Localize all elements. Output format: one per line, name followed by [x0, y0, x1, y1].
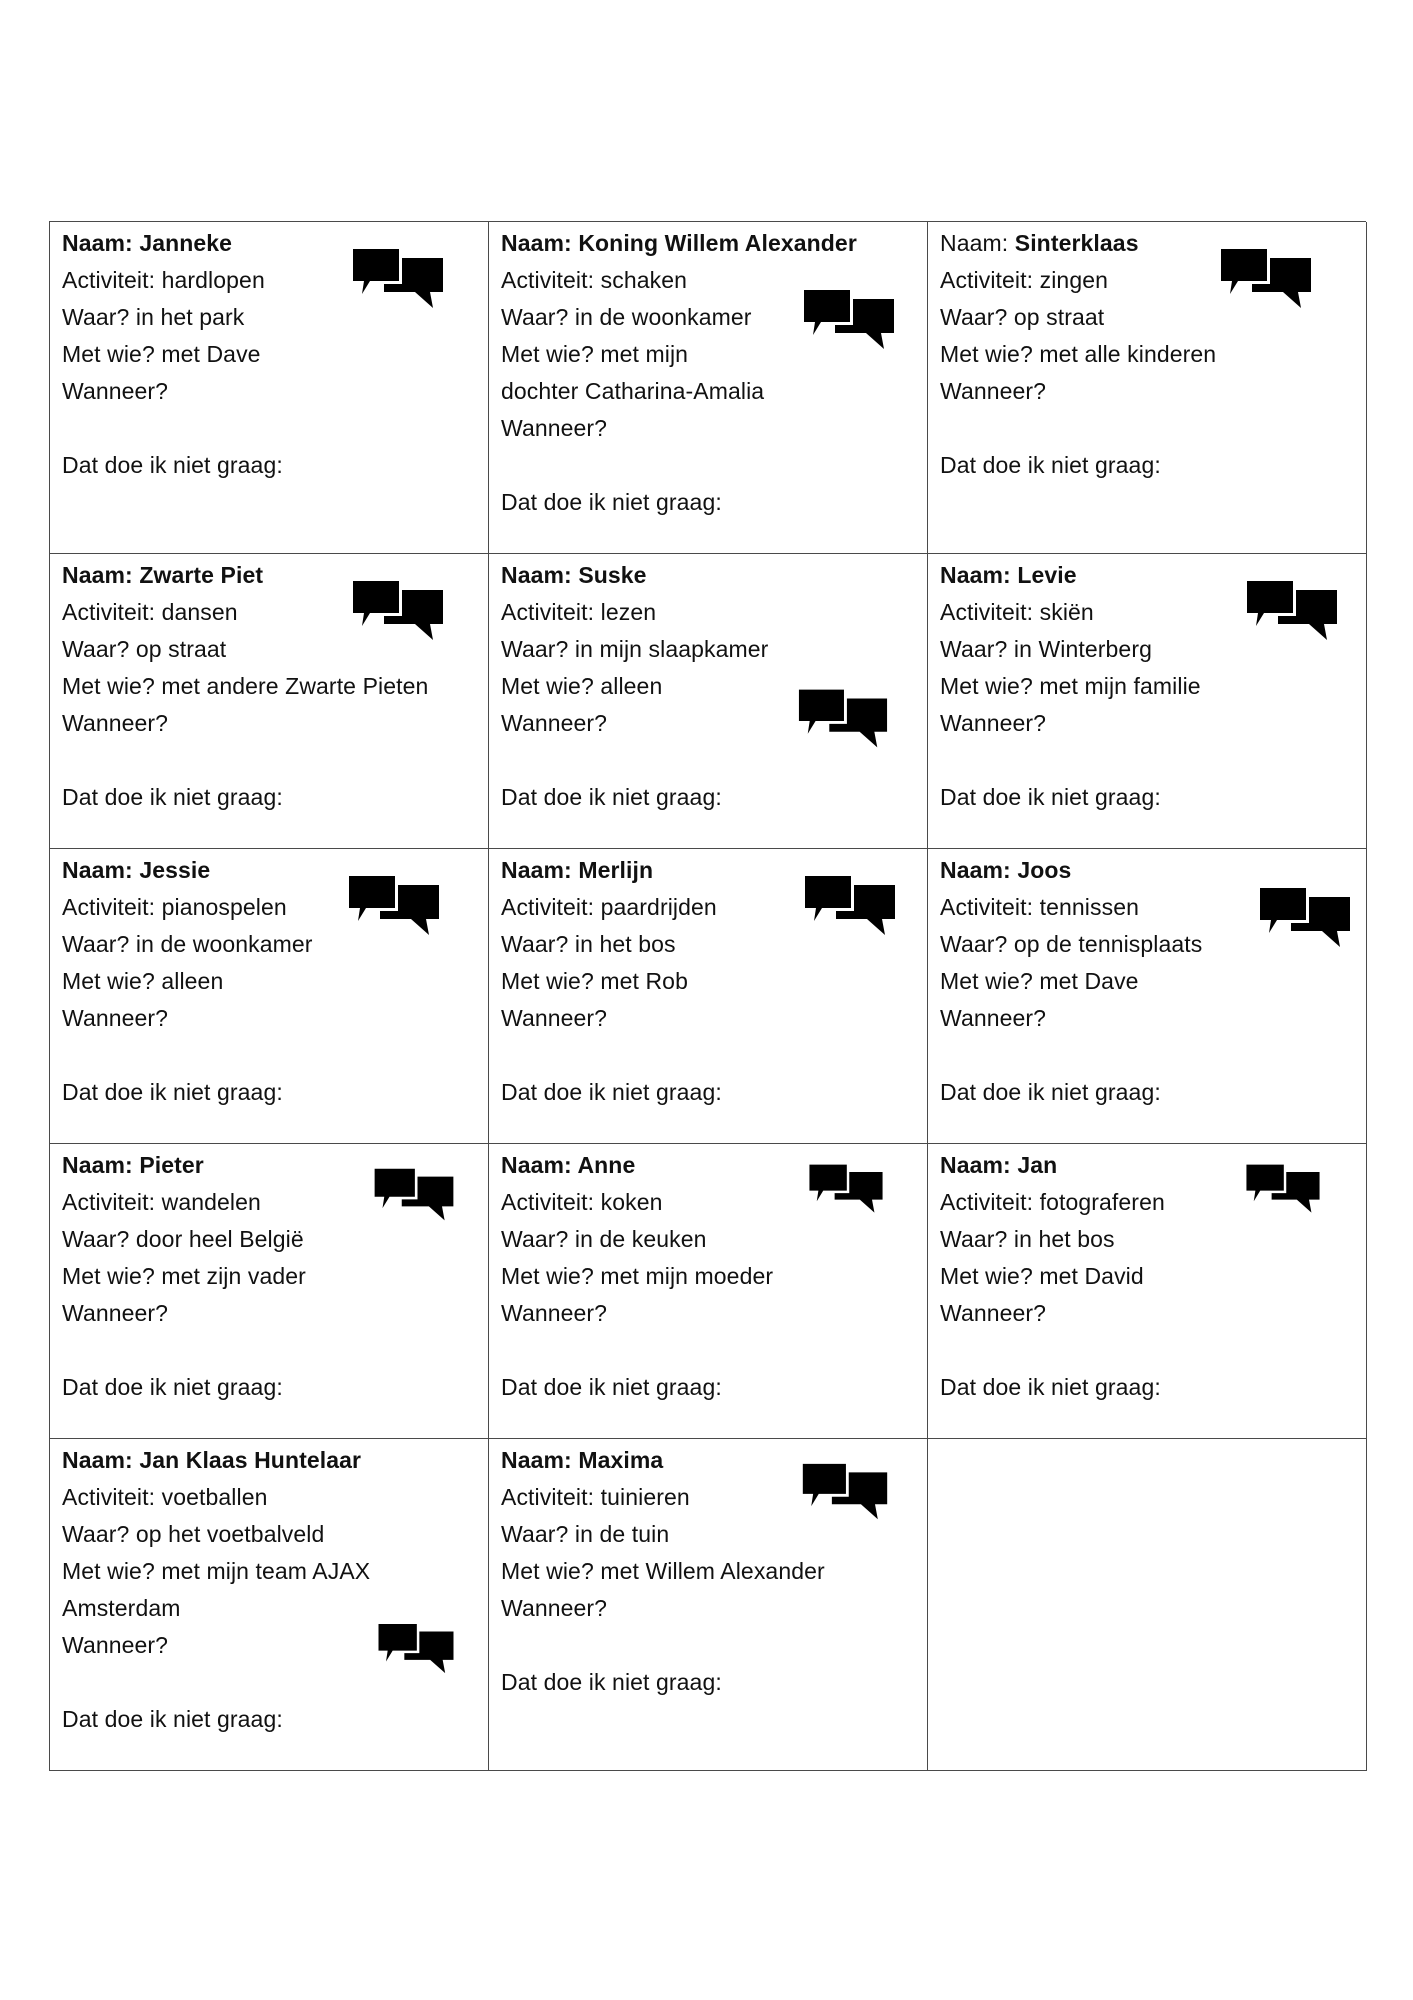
card-when-label: Wanneer? [940, 1300, 1047, 1326]
card-when-label: Wanneer? [501, 415, 608, 441]
card-with-continued: dochter Catharina-Amalia [501, 378, 765, 404]
with-label: Met wie? [501, 1263, 594, 1289]
card-name-line [62, 1442, 476, 1479]
card-with-line [940, 1258, 1354, 1295]
conversation-card-jan-klaas-huntelaar [50, 1439, 489, 1771]
blank-line [62, 742, 476, 779]
conversation-card-pieter [50, 1144, 489, 1439]
card-dislike-label: Dat doe ik niet graag: [940, 784, 1161, 810]
card-when-label: Wanneer? [940, 1005, 1047, 1031]
card-with: alleen [600, 673, 663, 699]
activity-label: Activiteit: [62, 599, 156, 625]
activity-label: Activiteit: [940, 1189, 1034, 1215]
name-label: Naam: [501, 857, 572, 883]
card-where: op straat [135, 636, 227, 662]
conversation-card-levie [928, 554, 1367, 849]
where-label: Waar? [62, 1521, 130, 1547]
card-where-line [62, 1516, 476, 1553]
card-where: op het voetbalveld [135, 1521, 325, 1547]
card-where: in Winterberg [1013, 636, 1152, 662]
name-label: Naam: [62, 857, 133, 883]
blank-line [62, 1037, 476, 1074]
where-label: Waar? [62, 636, 130, 662]
card-activity: schaken [600, 267, 687, 293]
activity-label: Activiteit: [62, 267, 156, 293]
card-name: Jan Klaas Huntelaar [139, 1447, 362, 1473]
card-dislike-label: Dat doe ik niet graag: [940, 452, 1161, 478]
card-activity: wandelen [161, 1189, 261, 1215]
card-when-label: Wanneer? [62, 1300, 169, 1326]
blank-line [940, 1037, 1354, 1074]
card-when-label: Wanneer? [940, 378, 1047, 404]
conversation-card-merlijn [489, 849, 928, 1144]
card-with: met Dave [161, 341, 261, 367]
speech-bubbles-icon [801, 287, 897, 353]
blank-line [501, 1627, 915, 1664]
where-label: Waar? [501, 931, 569, 957]
card-when-label: Wanneer? [501, 1300, 608, 1326]
card-with-line [62, 668, 476, 705]
card-with: met Willem Alexander [600, 1558, 825, 1584]
card-where-line [501, 1221, 915, 1258]
with-label: Met wie? [940, 673, 1033, 699]
card-activity: pianospelen [161, 894, 287, 920]
card-with: met Dave [1039, 968, 1139, 994]
card-when-label: Wanneer? [62, 378, 169, 404]
conversation-card-sinterklaas [928, 222, 1367, 554]
where-label: Waar? [940, 636, 1008, 662]
card-name: Maxima [578, 1447, 664, 1473]
card-activity: skiën [1039, 599, 1094, 625]
activity-label: Activiteit: [62, 894, 156, 920]
card-when-label: Wanneer? [62, 1005, 169, 1031]
card-where-line [62, 1221, 476, 1258]
speech-bubbles-icon [1257, 885, 1353, 951]
card-activity-line [62, 1479, 476, 1516]
card-dislike-label: Dat doe ik niet graag: [501, 489, 722, 515]
card-where: in de tuin [574, 1521, 670, 1547]
speech-bubbles-icon [1244, 1162, 1322, 1216]
with-label: Met wie? [940, 341, 1033, 367]
speech-bubbles-icon [807, 1162, 885, 1216]
blank-line [501, 447, 915, 484]
card-where: in de woonkamer [135, 931, 313, 957]
speech-bubbles-icon [376, 1621, 456, 1677]
card-activity: zingen [1039, 267, 1109, 293]
card-with-continued: Amsterdam [62, 1595, 181, 1621]
blank-line [940, 1332, 1354, 1369]
speech-bubbles-icon [350, 578, 446, 644]
where-label: Waar? [62, 1226, 130, 1252]
activity-label: Activiteit: [501, 599, 595, 625]
card-with: met alle kinderen [1039, 341, 1217, 367]
card-with: met mijn moeder [600, 1263, 774, 1289]
name-label: Naam: [62, 1447, 133, 1473]
card-with: met mijn team AJAX [161, 1558, 371, 1584]
empty-card [928, 1439, 1367, 1771]
card-name-line [940, 852, 1354, 889]
name-label: Naam: [62, 562, 133, 588]
card-where-line [940, 1221, 1354, 1258]
conversation-card-suske [489, 554, 928, 849]
card-with-line [501, 1553, 915, 1590]
card-dislike-label: Dat doe ik niet graag: [940, 1079, 1161, 1105]
where-label: Waar? [940, 1226, 1008, 1252]
card-with: met mijn familie [1039, 673, 1201, 699]
where-label: Waar? [62, 931, 130, 957]
name-label: Naam: [62, 230, 133, 256]
where-label: Waar? [940, 931, 1008, 957]
speech-bubbles-icon [346, 873, 442, 939]
activity-label: Activiteit: [501, 894, 595, 920]
card-name: Pieter [139, 1152, 204, 1178]
conversation-card-zwarte-piet [50, 554, 489, 849]
where-label: Waar? [62, 304, 130, 330]
card-dislike-label: Dat doe ik niet graag: [940, 1374, 1161, 1400]
card-where: door heel België [135, 1226, 304, 1252]
with-label: Met wie? [940, 968, 1033, 994]
card-activity: lezen [600, 599, 657, 625]
where-label: Waar? [501, 636, 569, 662]
card-with-line [501, 1258, 915, 1295]
name-label: Naam: [940, 230, 1009, 256]
card-where: in het bos [1013, 1226, 1115, 1252]
card-name: Merlijn [578, 857, 654, 883]
card-dislike-label: Dat doe ik niet graag: [501, 1669, 722, 1695]
card-when-label: Wanneer? [501, 710, 608, 736]
name-label: Naam: [940, 857, 1011, 883]
with-label: Met wie? [62, 968, 155, 994]
card-where: op straat [1013, 304, 1105, 330]
card-activity: paardrijden [600, 894, 717, 920]
card-with: alleen [161, 968, 224, 994]
card-name: Suske [578, 562, 647, 588]
card-with-line [62, 1258, 476, 1295]
card-name-line [501, 557, 915, 594]
card-activity-line [501, 594, 915, 631]
card-dislike-label: Dat doe ik niet graag: [501, 1079, 722, 1105]
speech-bubbles-icon [800, 1461, 890, 1523]
conversation-card-anne [489, 1144, 928, 1439]
with-label: Met wie? [501, 1558, 594, 1584]
with-label: Met wie? [62, 341, 155, 367]
card-name-line [501, 225, 915, 262]
activity-label: Activiteit: [501, 267, 595, 293]
with-label: Met wie? [62, 1263, 155, 1289]
conversation-card-maxima [489, 1439, 928, 1771]
blank-line [62, 410, 476, 447]
name-label: Naam: [940, 1152, 1011, 1178]
card-when-label: Wanneer? [62, 710, 169, 736]
card-with-line [940, 963, 1354, 1000]
card-name: Koning Willem Alexander [578, 230, 857, 256]
card-dislike-label: Dat doe ik niet graag: [62, 784, 283, 810]
where-label: Waar? [501, 304, 569, 330]
card-activity: tennissen [1039, 894, 1139, 920]
card-name: Anne [577, 1152, 636, 1178]
with-label: Met wie? [62, 673, 155, 699]
card-with: met David [1039, 1263, 1144, 1289]
where-label: Waar? [501, 1226, 569, 1252]
card-with: met Rob [600, 968, 688, 994]
speech-bubbles-icon [796, 686, 890, 752]
blank-line [940, 742, 1354, 779]
with-label: Met wie? [940, 1263, 1033, 1289]
card-dislike-label: Dat doe ik niet graag: [62, 1706, 283, 1732]
speech-bubbles-icon [350, 246, 446, 312]
card-with: met zijn vader [161, 1263, 306, 1289]
card-activity: tuinieren [600, 1484, 690, 1510]
card-name: Joos [1017, 857, 1072, 883]
card-name: Jessie [139, 857, 211, 883]
card-with-line [940, 668, 1354, 705]
card-dislike-label: Dat doe ik niet graag: [62, 452, 283, 478]
card-name: Jan [1017, 1152, 1058, 1178]
name-label: Naam: [501, 1152, 572, 1178]
card-activity: hardlopen [161, 267, 265, 293]
speech-bubbles-icon [1218, 246, 1314, 312]
card-with-line [62, 336, 476, 373]
conversation-card-joos [928, 849, 1367, 1144]
card-activity: dansen [161, 599, 238, 625]
name-label: Naam: [501, 230, 572, 256]
activity-label: Activiteit: [501, 1484, 595, 1510]
card-when-label: Wanneer? [501, 1595, 608, 1621]
blank-line [62, 1332, 476, 1369]
name-label: Naam: [62, 1152, 133, 1178]
conversation-card-grid [49, 221, 1366, 1771]
speech-bubbles-icon [802, 873, 898, 939]
card-where: op de tennisplaats [1013, 931, 1203, 957]
card-name: Zwarte Piet [139, 562, 264, 588]
conversation-card-koning-willem-alexander [489, 222, 928, 554]
activity-label: Activiteit: [940, 267, 1034, 293]
card-where: in mijn slaapkamer [574, 636, 769, 662]
card-dislike-label: Dat doe ik niet graag: [62, 1079, 283, 1105]
name-label: Naam: [940, 562, 1011, 588]
card-when-label: Wanneer? [501, 1005, 608, 1031]
card-where: in het park [135, 304, 245, 330]
speech-bubbles-icon [1244, 578, 1340, 644]
activity-label: Activiteit: [940, 894, 1034, 920]
blank-line [501, 1332, 915, 1369]
speech-bubbles-icon [372, 1166, 456, 1224]
card-with-line [62, 963, 476, 1000]
card-with-line [501, 963, 915, 1000]
conversation-card-janneke [50, 222, 489, 554]
card-name: Janneke [139, 230, 233, 256]
card-activity: voetballen [161, 1484, 268, 1510]
card-where: in het bos [574, 931, 676, 957]
card-when-label: Wanneer? [62, 1632, 169, 1658]
card-with: met mijn [600, 341, 689, 367]
card-where: in de keuken [574, 1226, 707, 1252]
card-activity: koken [600, 1189, 663, 1215]
card-when-label: Wanneer? [940, 710, 1047, 736]
with-label: Met wie? [62, 1558, 155, 1584]
where-label: Waar? [940, 304, 1008, 330]
name-label: Naam: [501, 1447, 572, 1473]
blank-line [940, 410, 1354, 447]
card-name: Sinterklaas [1014, 230, 1139, 256]
activity-label: Activiteit: [62, 1189, 156, 1215]
conversation-card-jessie [50, 849, 489, 1144]
activity-label: Activiteit: [940, 599, 1034, 625]
with-label: Met wie? [501, 673, 594, 699]
name-label: Naam: [501, 562, 572, 588]
activity-label: Activiteit: [62, 1484, 156, 1510]
card-with-line [940, 336, 1354, 373]
where-label: Waar? [501, 1521, 569, 1547]
card-where-line [501, 631, 915, 668]
conversation-card-jan [928, 1144, 1367, 1439]
card-dislike-label: Dat doe ik niet graag: [62, 1374, 283, 1400]
card-activity: fotograferen [1039, 1189, 1165, 1215]
card-dislike-label: Dat doe ik niet graag: [501, 1374, 722, 1400]
activity-label: Activiteit: [501, 1189, 595, 1215]
with-label: Met wie? [501, 341, 594, 367]
card-with: met andere Zwarte Pieten [161, 673, 429, 699]
card-name: Levie [1017, 562, 1077, 588]
card-dislike-label: Dat doe ik niet graag: [501, 784, 722, 810]
blank-line [501, 1037, 915, 1074]
card-where: in de woonkamer [574, 304, 752, 330]
card-with-line [62, 1553, 476, 1590]
with-label: Met wie? [501, 968, 594, 994]
